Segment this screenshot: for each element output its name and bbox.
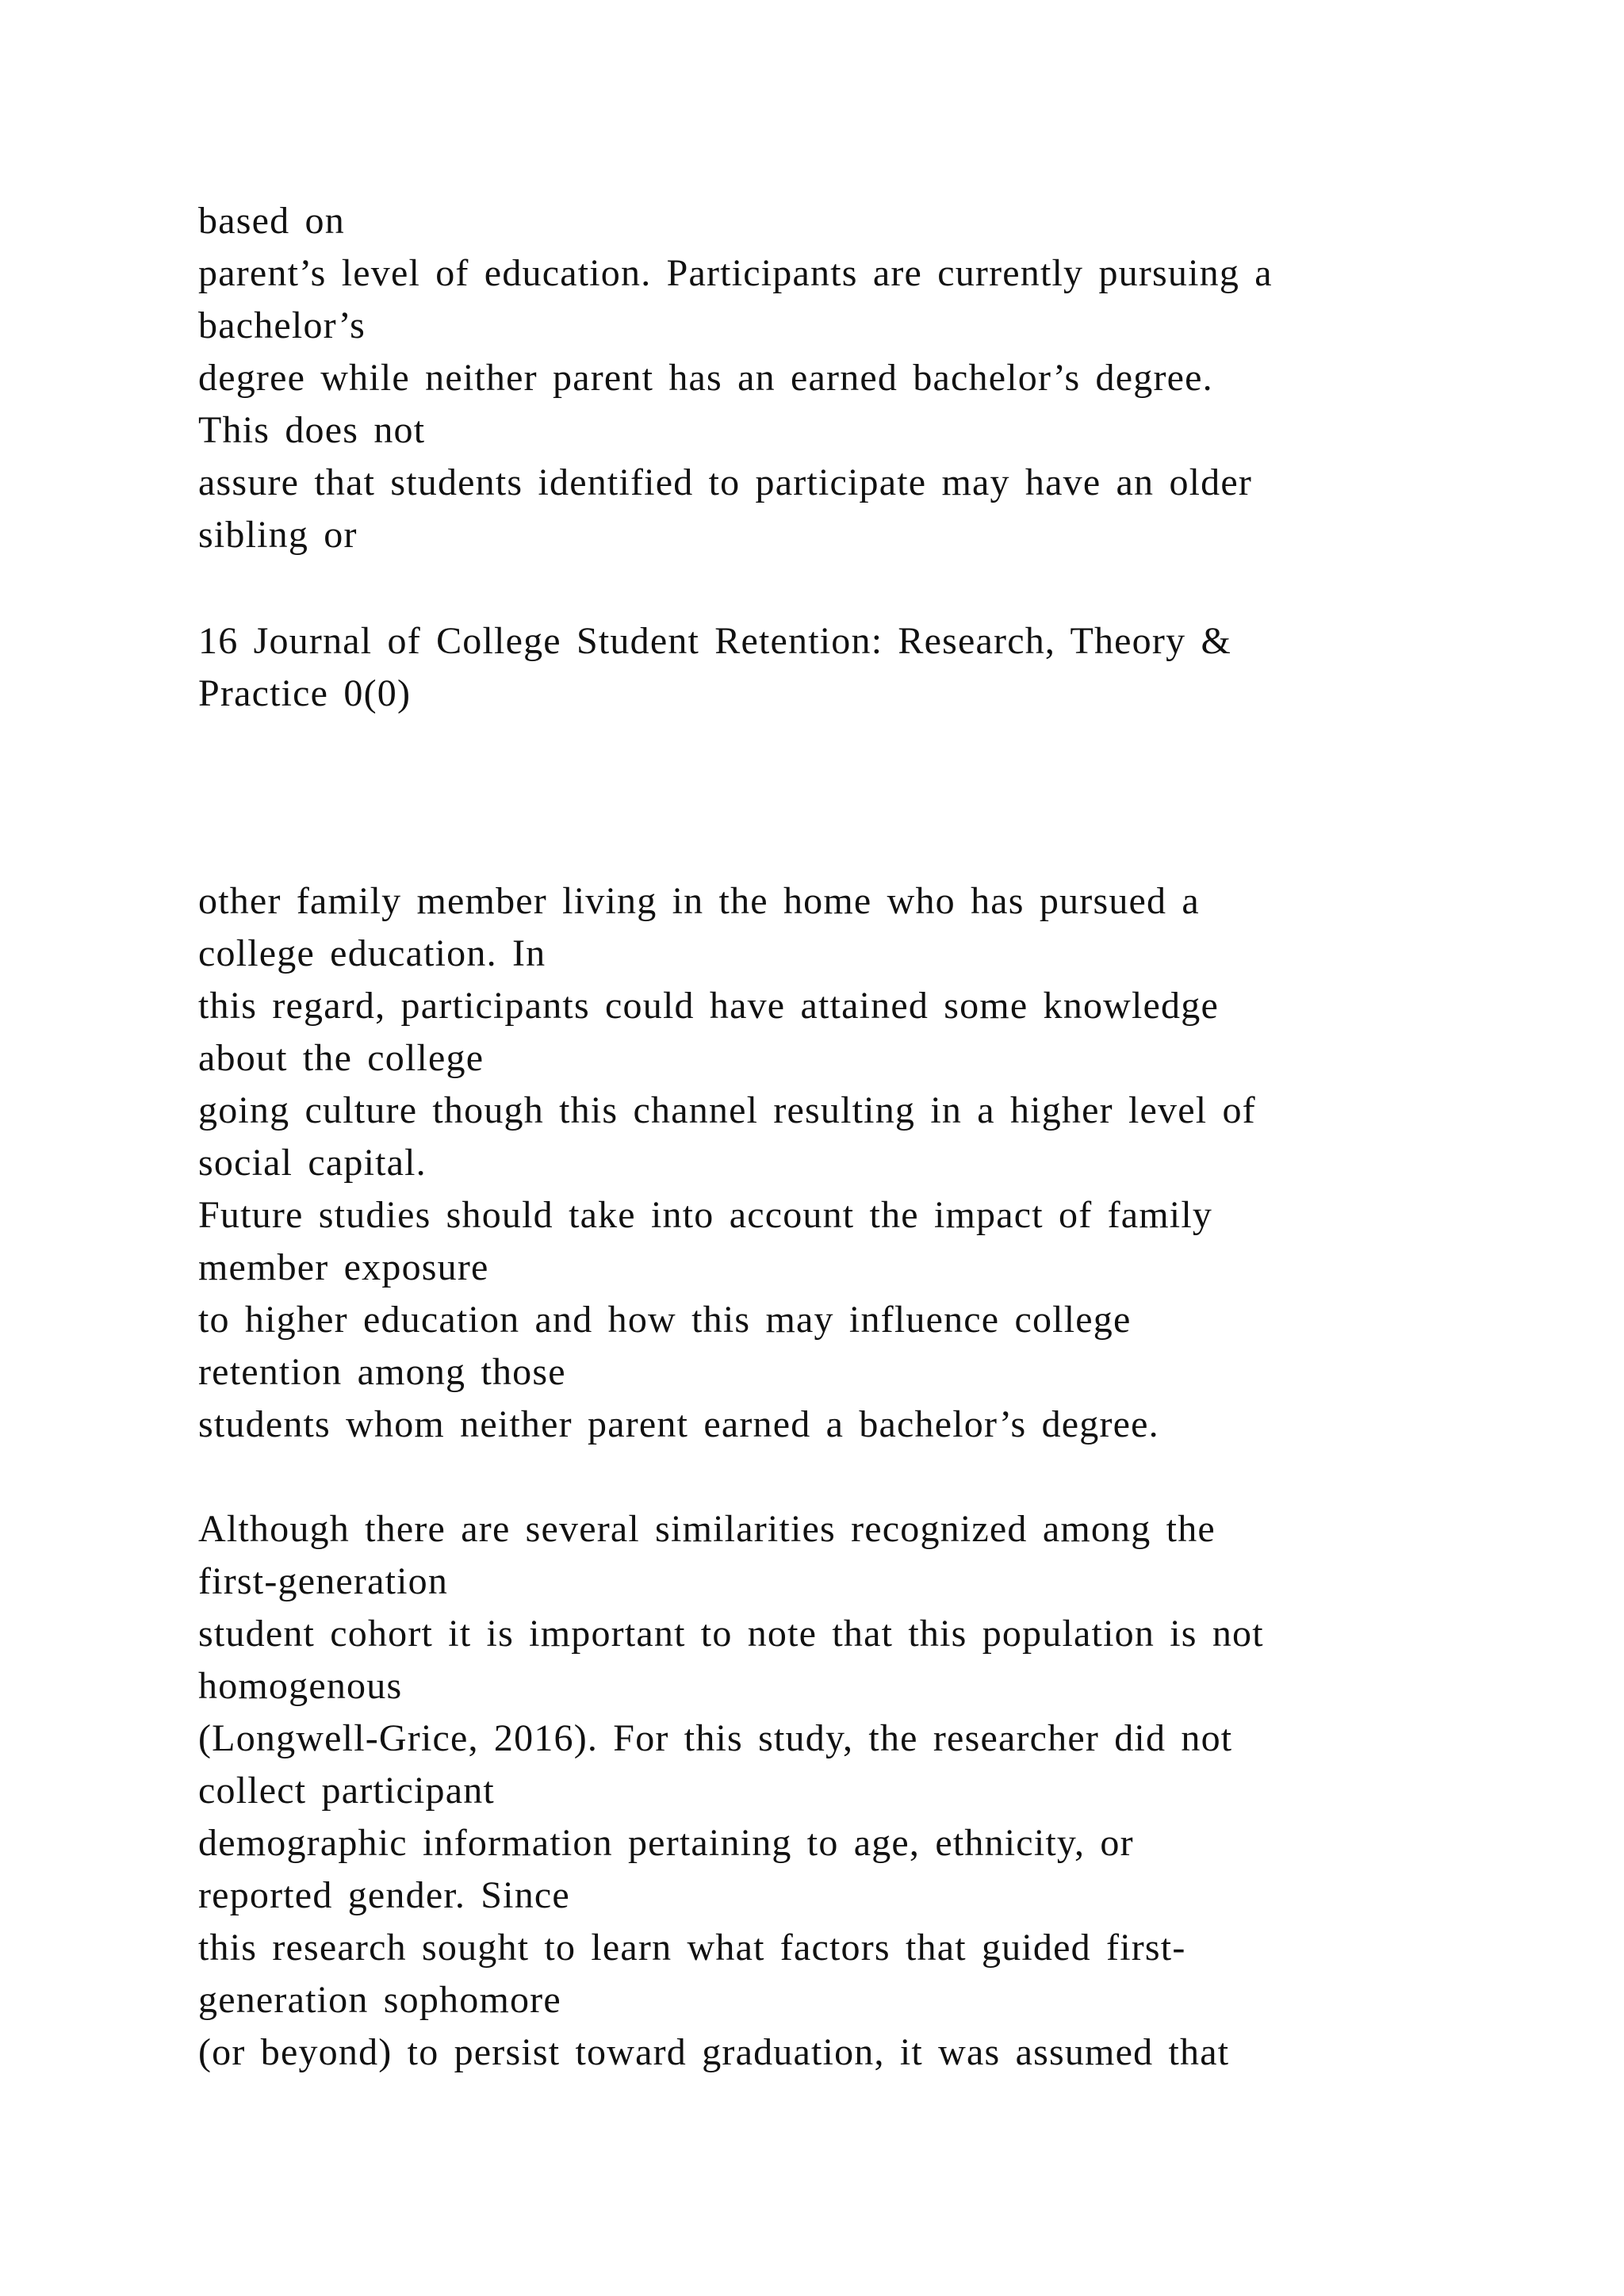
paragraph-participants-selection: [198, 195, 1530, 561]
paragraph-family-member-exposure: [198, 875, 1530, 1451]
text-line: (Longwell-Grice, 2016). For this study, the researcher did not: [198, 1717, 1233, 1759]
text-line: member exposure: [198, 1246, 489, 1288]
text-line: demographic information pertaining to age, ethnicity, or: [198, 1822, 1134, 1864]
text-line: social capital.: [198, 1142, 427, 1184]
text-line: reported gender. Since: [198, 1874, 570, 1916]
journal-title-line: Practice 0(0): [198, 672, 412, 714]
text-line: Although there are several similarities recognized among the: [198, 1508, 1216, 1550]
text-line: collect participant: [198, 1770, 495, 1812]
text-line: parent’s level of education. Participants are currently pursuing a: [198, 252, 1273, 294]
text-line: based on: [198, 200, 345, 242]
text-line: This does not: [198, 409, 426, 451]
text-line: to higher education and how this may influence college: [198, 1299, 1132, 1341]
text-line: homogenous: [198, 1665, 403, 1707]
text-line: generation sophomore: [198, 1979, 561, 2021]
text-line: this research sought to learn what factors that guided first-: [198, 1927, 1186, 1969]
text-line: Future studies should take into account the impact of family: [198, 1194, 1213, 1236]
journal-title-line: 16 Journal of College Student Retention: Research, Theory &: [198, 620, 1232, 662]
text-line: going culture though this channel resulting in a higher level of: [198, 1089, 1256, 1131]
text-line: first-generation: [198, 1560, 449, 1602]
text-line: college education. In: [198, 932, 546, 974]
text-line: about the college: [198, 1037, 485, 1079]
text-line: this regard, participants could have attained some knowledge: [198, 985, 1219, 1027]
paragraph-population-homogeneity: [198, 1503, 1530, 2079]
text-line: retention among those: [198, 1351, 566, 1393]
text-line: degree while neither parent has an earned bachelor’s degree.: [198, 357, 1213, 399]
text-line: assure that students identified to participate may have an older: [198, 461, 1253, 503]
text-line: other family member living in the home who has pursued a: [198, 880, 1200, 922]
text-line: (or beyond) to persist toward graduation, it was assumed that: [198, 2031, 1230, 2073]
text-line: bachelor’s: [198, 304, 366, 346]
text-line: students whom neither parent earned a bachelor’s degree.: [198, 1403, 1159, 1445]
text-line: sibling or: [198, 514, 358, 556]
text-line: student cohort it is important to note that this population is not: [198, 1613, 1264, 1655]
running-header: [198, 615, 1530, 720]
